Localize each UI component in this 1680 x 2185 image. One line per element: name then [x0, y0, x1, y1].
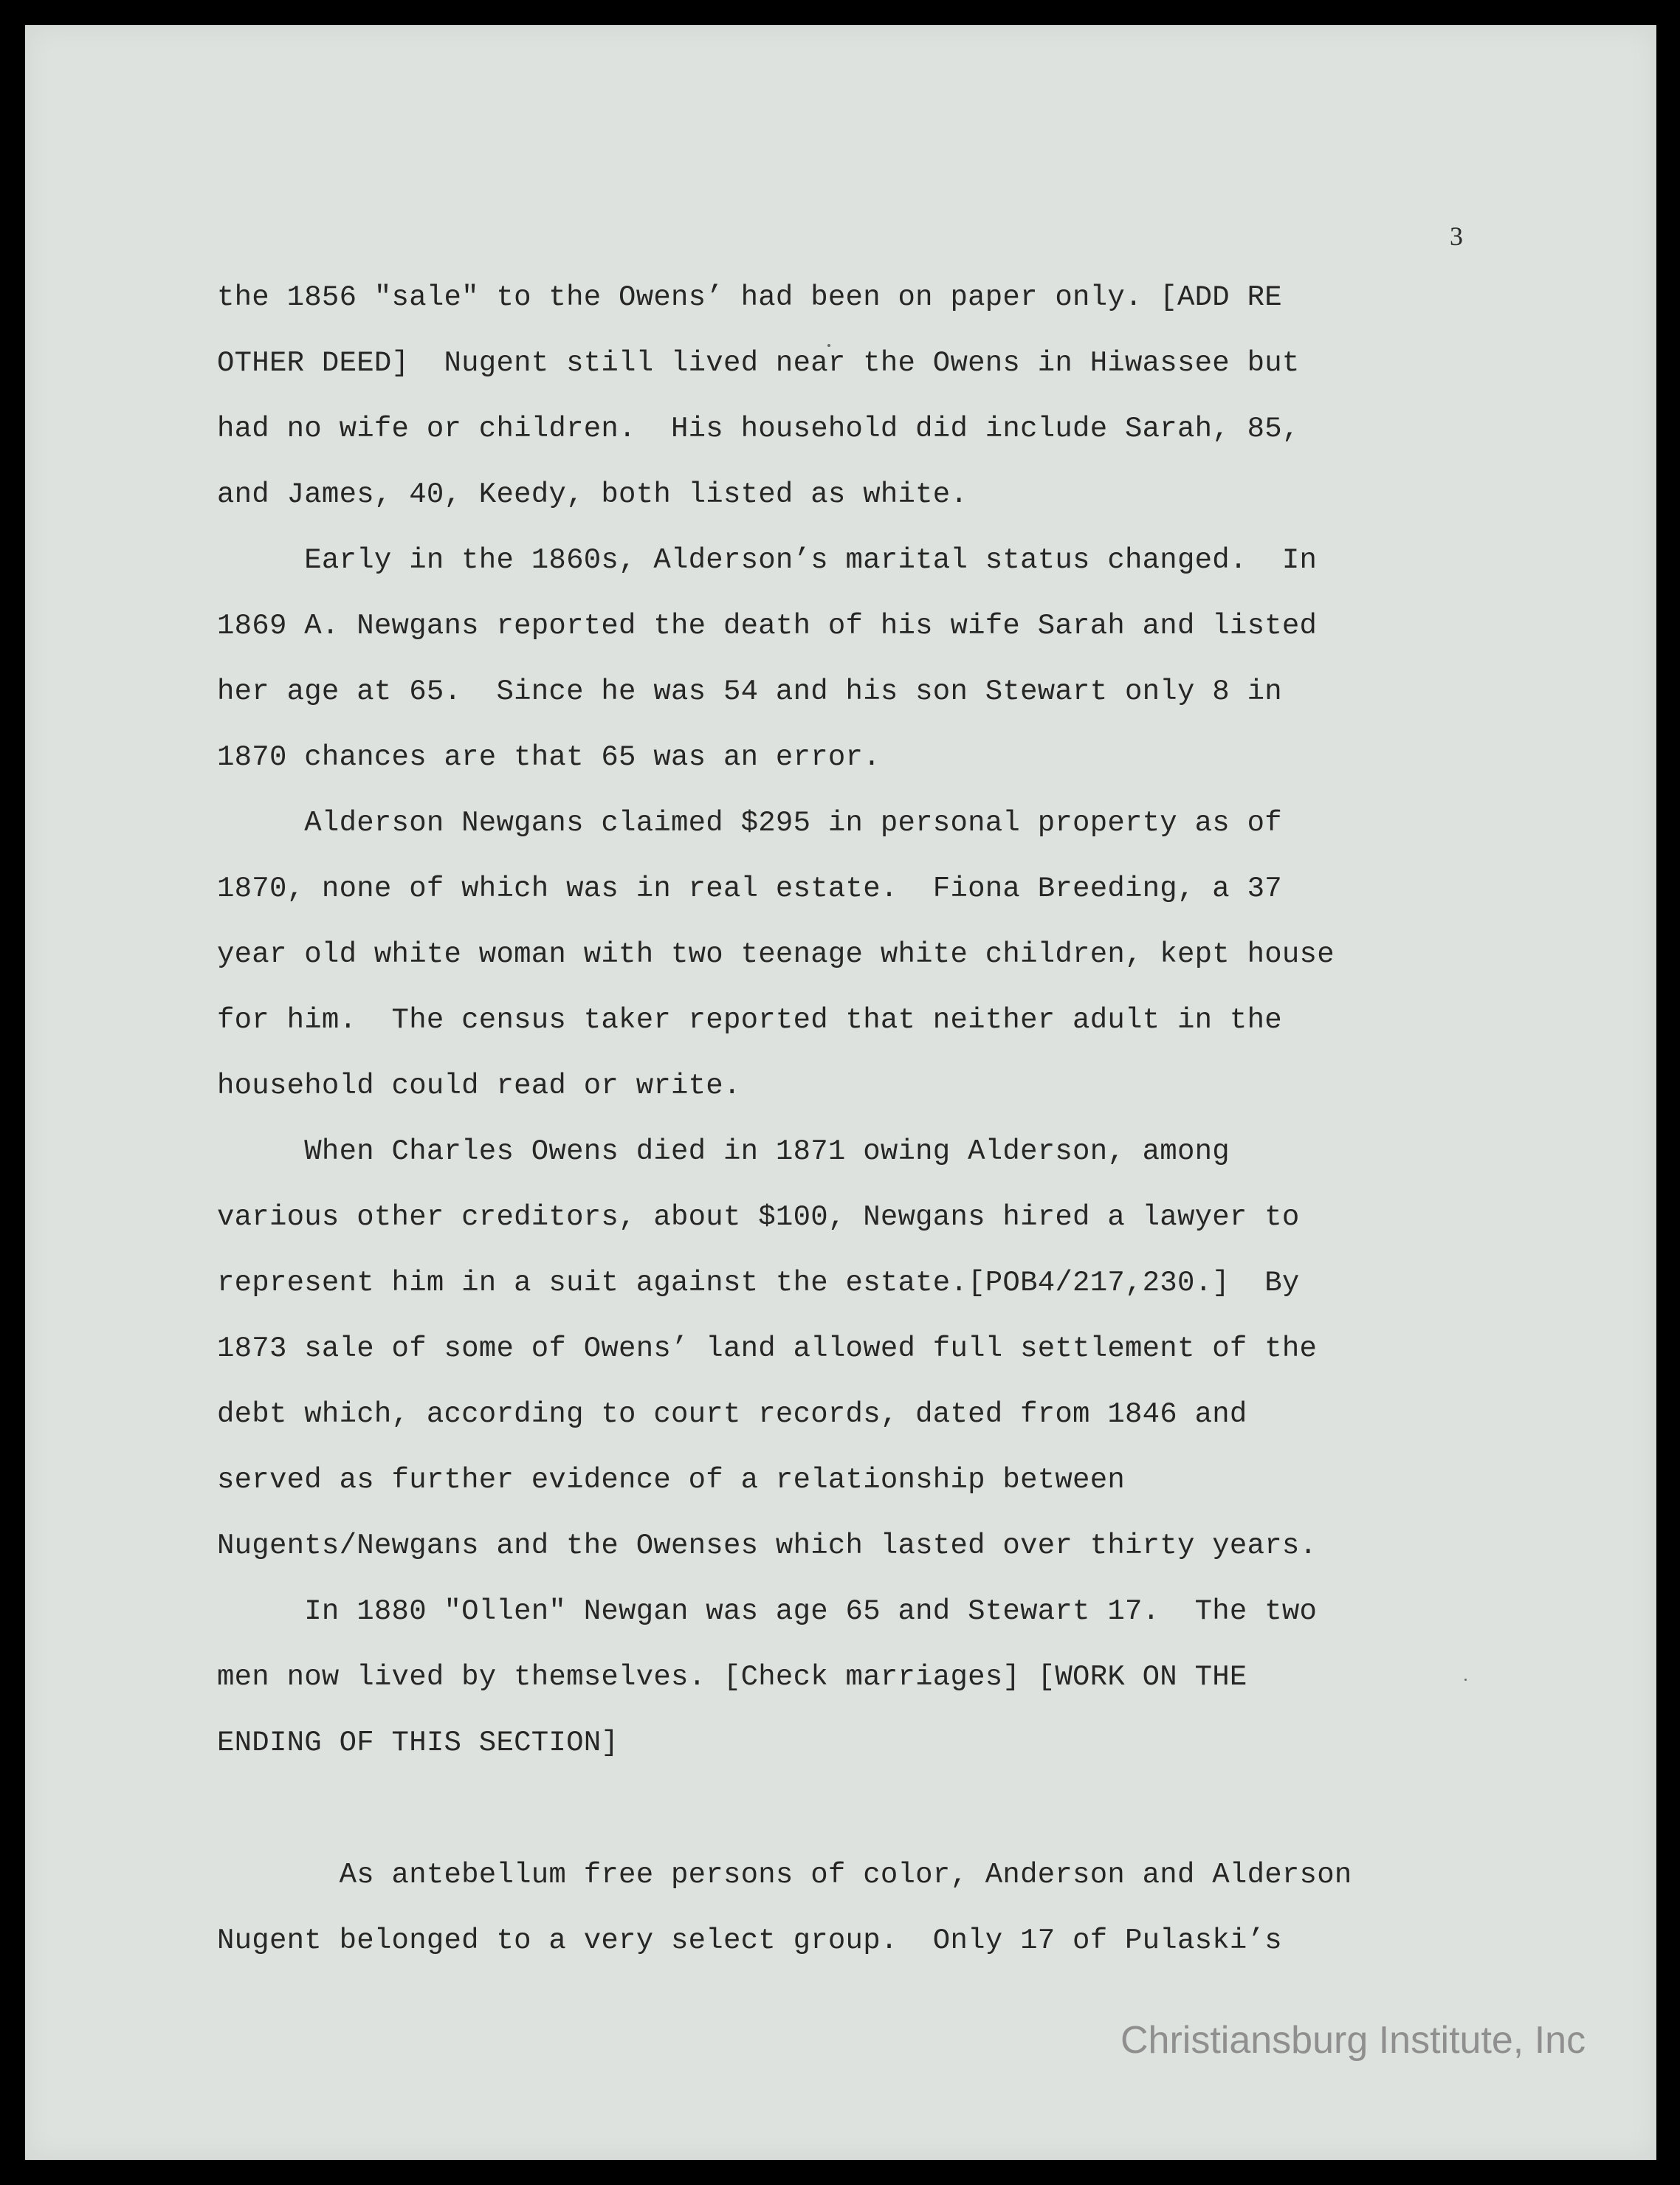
- text-line: various other creditors, about $100, Newgans hired a lawyer to: [217, 1201, 1300, 1233]
- text-line: had no wife or children. His household did include Sarah, 85,: [217, 413, 1300, 445]
- text-line: Early in the 1860s, Alderson’s marital status changed. In: [217, 544, 1318, 577]
- document-page: [25, 25, 1656, 2160]
- text-line: household could read or write.: [217, 1070, 741, 1102]
- page-number: 3: [1450, 221, 1463, 251]
- watermark: Christiansburg Institute, Inc: [1120, 2019, 1586, 2062]
- text-line: men now lived by themselves. [Check marriages] [WORK ON THE: [217, 1661, 1247, 1693]
- text-line: for him. The census taker reported that neither adult in the: [217, 1004, 1282, 1036]
- text-line: Alderson Newgans claimed $295 in personal property as of: [217, 807, 1282, 839]
- text-line: OTHER DEED] Nugent still lived near the Owens in Hiwassee but: [217, 347, 1300, 379]
- text-line: her age at 65. Since he was 54 and his son Stewart only 8 in: [217, 675, 1282, 708]
- text-line: represent him in a suit against the estate.[POB4/217,230.] By: [217, 1267, 1300, 1299]
- paper-speck: [1464, 1679, 1467, 1681]
- text-line: 1870 chances are that 65 was an error.: [217, 741, 881, 774]
- text-line: In 1880 "Ollen" Newgan was age 65 and Stewart 17. The two: [217, 1595, 1318, 1628]
- text-line: the 1856 "sale" to the Owens’ had been on paper only. [ADD RE: [217, 281, 1282, 314]
- text-line: 1869 A. Newgans reported the death of his wife Sarah and listed: [217, 610, 1318, 642]
- paper-speck: [827, 344, 830, 347]
- text-line: 1870, none of which was in real estate. Fiona Breeding, a 37: [217, 873, 1282, 905]
- text-line: 1873 sale of some of Owens’ land allowed full settlement of the: [217, 1332, 1318, 1365]
- text-line: and James, 40, Keedy, both listed as white.: [217, 478, 968, 511]
- text-line: As antebellum free persons of color, Anderson and Alderson: [217, 1859, 1352, 1891]
- text-line: Nugent belonged to a very select group. Only 17 of Pulaski’s: [217, 1924, 1282, 1957]
- text-line: Nugents/Newgans and the Owenses which lasted over thirty years.: [217, 1530, 1318, 1562]
- text-line: ENDING OF THIS SECTION]: [217, 1727, 619, 1759]
- text-line: year old white woman with two teenage white children, kept house: [217, 938, 1335, 971]
- text-line: When Charles Owens died in 1871 owing Alderson, among: [217, 1135, 1230, 1168]
- text-line: debt which, according to court records, dated from 1846 and: [217, 1398, 1247, 1431]
- text-line: served as further evidence of a relationship between: [217, 1464, 1125, 1496]
